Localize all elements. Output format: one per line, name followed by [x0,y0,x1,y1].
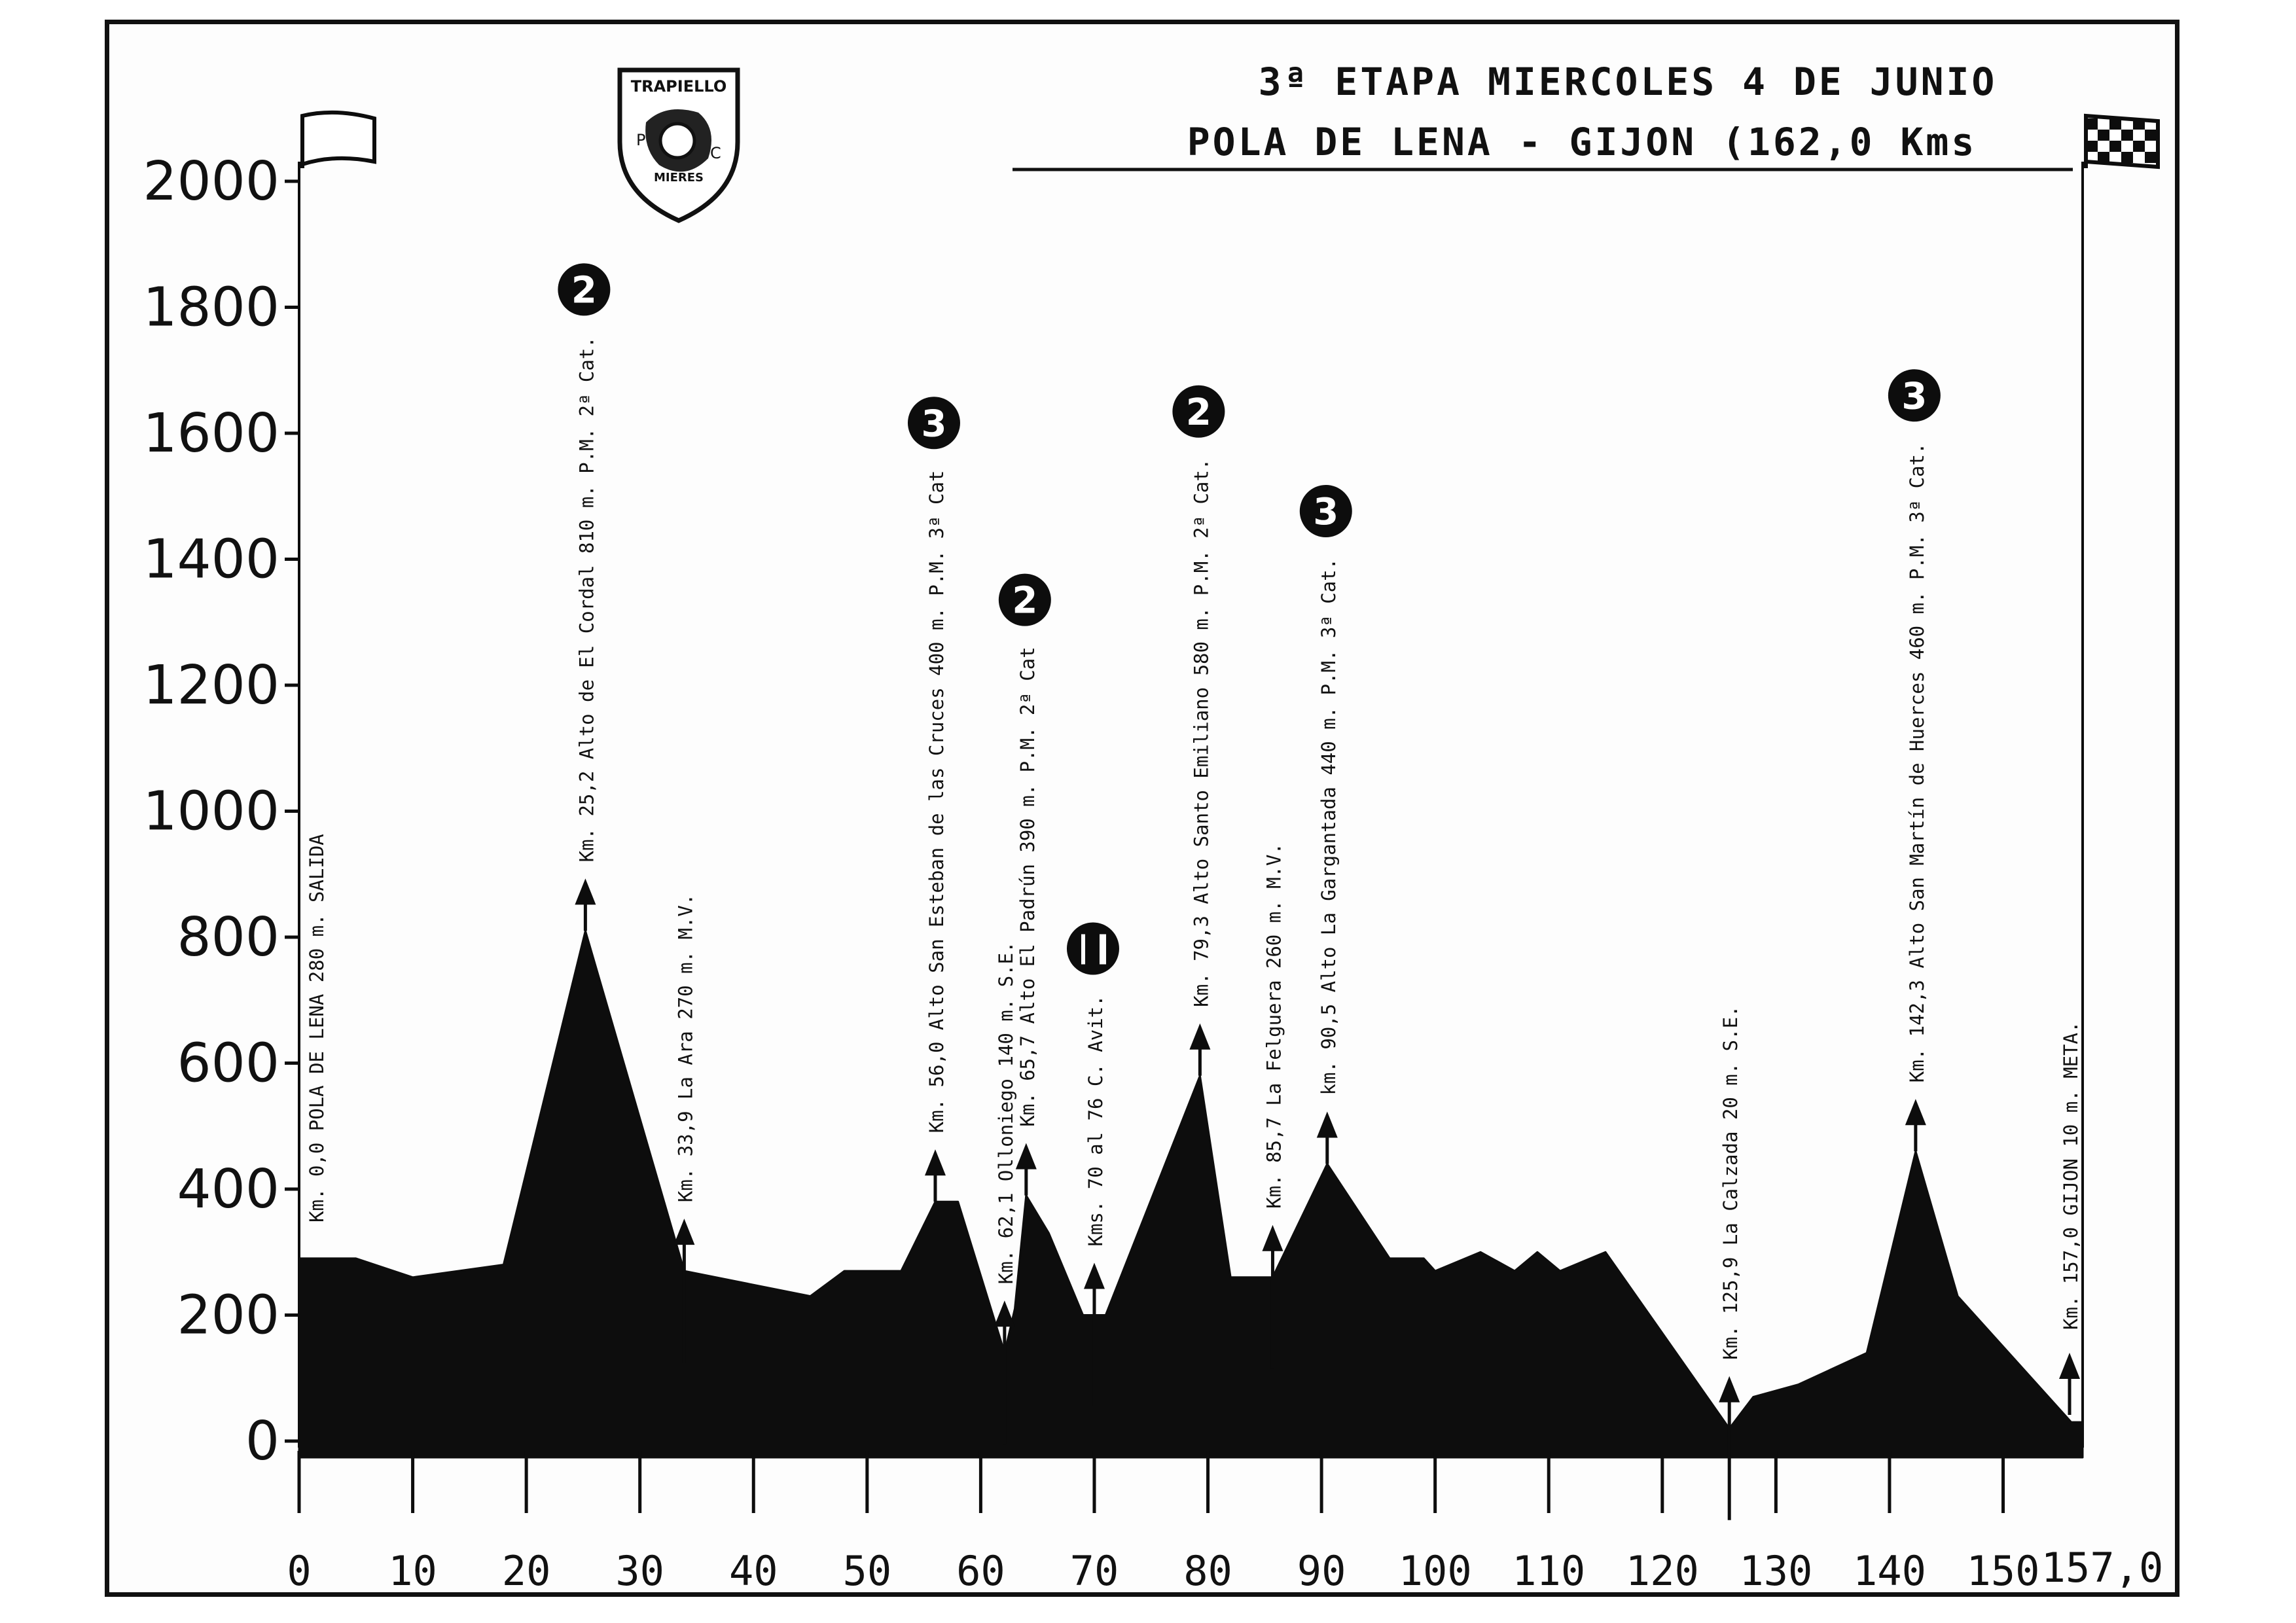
finish-flag-check [2098,152,2109,163]
finish-flag-check [2121,152,2133,163]
annotation-arrow-head [2059,1353,2080,1379]
club-logo-letter-p: P [636,131,646,149]
x-tick-label-0: 0 [287,1547,312,1592]
stage-title: 3ª ETAPA MIERCOLES 4 DE JUNIO [1258,60,1998,104]
stage-profile-chart [109,24,2175,1592]
annotation-label: Km. 85,7 La Felguera 260 m. M.V. [1263,843,1285,1209]
annotation-label: Km. 0,0 POLA DE LENA 280 m. SALIDA [306,834,328,1222]
annotation-label: Km. 33,9 La Ara 270 m. M.V. [674,893,697,1203]
annotation-arrow-head [1317,1112,1338,1138]
climb-category-number: 3 [921,402,947,446]
climb-category-number: 3 [1313,491,1339,533]
annotation-arrow-head [994,1300,1015,1327]
y-tick-label-600: 600 [177,1032,279,1095]
start-flag-icon [302,113,374,164]
x-tick-label-final: 157,0 [2041,1544,2164,1592]
annotation-label: Km. 142,3 Alto San Martín de Huerces 460 m. P.M. 3ª Cat. [1905,442,1928,1083]
x-tick-label-150: 150 [1966,1547,2040,1592]
finish-flag-check [2121,130,2133,141]
x-tick-label-20: 20 [501,1547,551,1592]
finish-flag-check [2133,141,2145,152]
x-tick-label-140: 140 [1852,1547,1926,1592]
stage-subtitle: POLA DE LENA - GIJON (162,0 Kms [1187,120,1977,164]
annotation-label: km. 90,5 Alto La Gargantada 440 m. P.M. 3ª Cat. [1317,558,1340,1096]
club-logo-bottom-text: MIERES [653,171,704,185]
x-tick-label-60: 60 [956,1547,1005,1592]
x-tick-label-10: 10 [388,1547,437,1592]
finish-flag-check [2086,118,2098,130]
y-tick-label-1000: 1000 [143,780,279,843]
feed-zone-knife [1100,935,1106,965]
climb-category-number: 2 [571,269,597,312]
club-logo-top-text: TRAPIELLO [630,77,727,96]
x-tick-label-120: 120 [1625,1547,1699,1592]
climb-category-number: 3 [1901,375,1928,418]
annotation-arrow-head [1189,1024,1210,1050]
x-tick-label-30: 30 [615,1547,665,1592]
annotation-label: Km. 25,2 Alto de El Cordal 810 m. P.M. 2ª Cat. [575,336,598,863]
y-tick-label-1800: 1800 [143,276,279,339]
y-tick-label-2000: 2000 [143,151,279,213]
y-tick-label-800: 800 [177,906,279,969]
y-tick-label-1600: 1600 [143,402,279,465]
annotation-label: Km. 56,0 Alto San Esteban de las Cruces 400 m. P.M. 3ª Cat [925,470,948,1133]
climb-category-number: 2 [1012,579,1038,622]
finish-flag-check [2109,141,2121,152]
annotation-label: Km. 65,7 Alto El Padrún 390 m. P.M. 2ª Cat [1016,647,1039,1127]
x-tick-label-40: 40 [728,1547,778,1592]
y-tick-label-0: 0 [245,1410,279,1472]
y-tick-label-400: 400 [177,1158,279,1221]
finish-flag-check [2145,152,2157,163]
annotation-arrow-head [1016,1143,1037,1169]
annotation-label: Kms. 70 al 76 C. Avit. [1084,995,1107,1247]
y-tick-label-1200: 1200 [143,654,279,717]
x-tick-label-50: 50 [842,1547,892,1592]
annotation-arrow-head [673,1219,694,1245]
elevation-profile-area [299,931,2083,1457]
annotation-arrow-head [1905,1099,1926,1125]
annotation-label: Km. 125,9 La Calzada 20 m. S.E. [1719,1005,1742,1360]
finish-flag-check [2133,118,2145,130]
annotation-arrow-head [575,878,596,904]
profile-frame [105,20,2179,1597]
club-logo-letter-c: C [710,144,721,162]
club-logo-wheel [660,124,694,158]
y-tick-label-200: 200 [177,1284,279,1347]
x-tick-label-110: 110 [1512,1547,1586,1592]
x-tick-label-90: 90 [1297,1547,1346,1592]
annotation-arrow-head [925,1149,946,1175]
finish-flag-check [2098,130,2109,141]
annotation-label: Km. 62,1 Olloniego 140 m. S.E. [994,941,1017,1285]
x-tick-label-100: 100 [1398,1547,1472,1592]
finish-flag-check [2145,130,2157,141]
feed-zone-icon [1067,923,1119,975]
x-tick-label-130: 130 [1739,1547,1813,1592]
annotation-label: Km. 79,3 Alto Santo Emiliano 580 m. P.M. 2ª Cat. [1190,458,1213,1007]
climb-category-number: 2 [1185,391,1211,434]
x-tick-label-80: 80 [1183,1547,1232,1592]
annotation-arrow-head [1719,1376,1740,1402]
feed-zone-fork [1081,935,1085,965]
finish-flag-check [2109,118,2121,130]
y-tick-label-1400: 1400 [143,528,279,591]
x-tick-label-70: 70 [1069,1547,1119,1592]
finish-flag-check [2086,141,2098,152]
annotation-arrow-head [1262,1225,1283,1251]
annotation-label: Km. 157,0 GIJON 10 m. META. [2060,1021,2082,1330]
annotation-arrow-head [1084,1263,1105,1289]
